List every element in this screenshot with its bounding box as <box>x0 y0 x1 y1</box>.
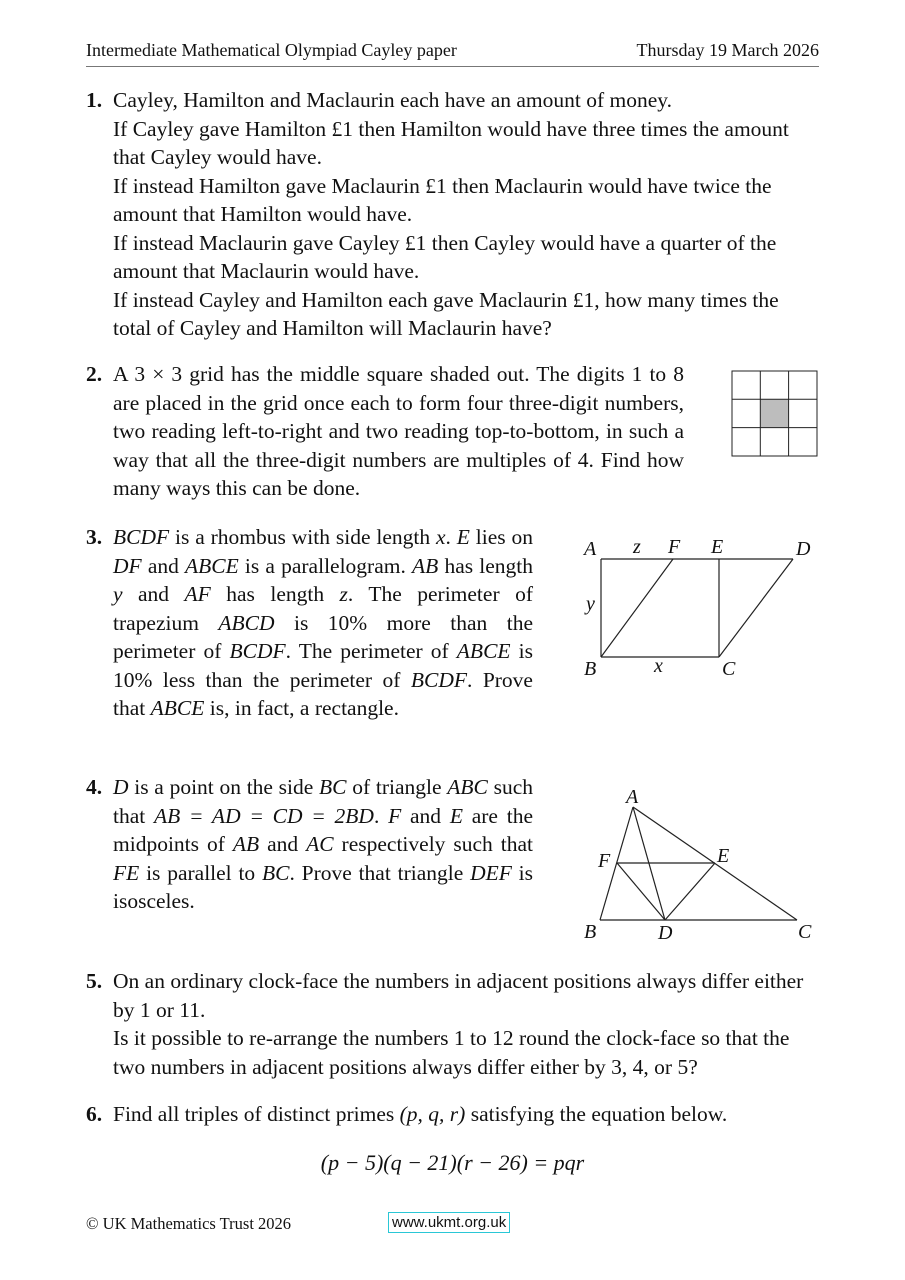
question-line: On an ordinary clock-face the numbers in adjacent positions always differ either by 1 or 11. <box>113 969 804 1022</box>
label-x: x <box>654 655 663 677</box>
label-E: E <box>711 536 724 558</box>
question-text <box>113 86 819 343</box>
website-link[interactable]: www.ukmt.org.uk <box>388 1212 510 1233</box>
label-D: D <box>658 922 673 944</box>
label-y: y <box>586 593 595 615</box>
question-number: 5. <box>86 969 103 993</box>
question-line: Is it possible to re-arrange the numbers 1 to 12 round the clock-face so that the two numbers in adjacent positions always differ either by 3, 4, or 5? <box>113 1026 790 1079</box>
question-line: If instead Hamilton gave Maclaurin £1 then Maclaurin would have twice the amount that Hamilton would have. <box>113 173 772 226</box>
question-text: BCDF is a rhombus with side length x. E lies on DF and ABCE is a parallelogram. AB has length y and AF has length z. The perimeter of trapezium ABCD is 10% more than the perimeter of BCDF. The perimeter of ABCE is 10% less than the perimeter of BCDF. Prove that ABCE is, in fact, a rectangle. <box>113 525 534 720</box>
label-B: B <box>584 658 597 680</box>
question-text <box>113 967 819 1081</box>
page-header <box>86 40 819 67</box>
question-line: If Cayley gave Hamilton £1 then Hamilton would have three times the amount that Cayley would have. <box>113 116 789 169</box>
label-A: A <box>626 786 639 808</box>
label-F: F <box>598 850 611 872</box>
label-D: D <box>796 538 811 560</box>
paper-date: Thursday 19 March 2026 <box>636 40 819 60</box>
label-B: B <box>584 921 597 943</box>
question-line: If instead Maclaurin gave Cayley £1 then Cayley would have a quarter of the amount that Maclaurin would have. <box>113 230 777 283</box>
question-line: If instead Cayley and Hamilton each gave Maclaurin £1, how many times the total of Cayley and Hamilton will Maclaurin have? <box>113 287 779 340</box>
triangle-figure <box>578 784 823 946</box>
question-number: 4. <box>86 775 103 799</box>
label-F: F <box>668 536 681 558</box>
equation-text: (p − 5)(q − 21)(r − 26) = pqr <box>320 1150 585 1175</box>
question-text: Find all triples of distinct primes (p, q, r) satisfying the equation below. <box>113 1102 728 1126</box>
grid-centre-shaded-cell <box>760 399 789 428</box>
grid-figure <box>731 370 819 460</box>
label-E: E <box>717 845 730 867</box>
label-C: C <box>722 658 736 680</box>
paper-title: Intermediate Mathematical Olympiad Cayley paper <box>86 40 457 60</box>
question-number: 6. <box>86 1102 103 1126</box>
label-A: A <box>584 538 597 560</box>
question-number: 1. <box>86 88 103 112</box>
label-C: C <box>798 921 812 943</box>
question-number: 3. <box>86 525 103 549</box>
question-text: A 3 × 3 grid has the middle square shaded out. The digits 1 to 8 are placed in the grid once each to form four three-digit numbers, two reading left-to-right and two reading top-to-bottom, in such a way that all the three-digit numbers are multiples of 4. Find how many ways this can be done. <box>113 362 684 500</box>
equation <box>0 1150 905 1176</box>
label-z: z <box>633 536 641 558</box>
question-line: Cayley, Hamilton and Maclaurin each have an amount of money. <box>113 88 673 112</box>
rhombus-figure <box>575 532 825 682</box>
question-number: 2. <box>86 362 103 386</box>
question-text: D is a point on the side BC of triangle ABC such that AB = AD = CD = 2BD. F and E are the midpoints of AB and AC respectively such that FE is parallel to BC. Prove that triangle DEF is isosceles. <box>113 775 534 913</box>
copyright: © UK Mathematics Trust 2026 <box>86 1214 292 1233</box>
